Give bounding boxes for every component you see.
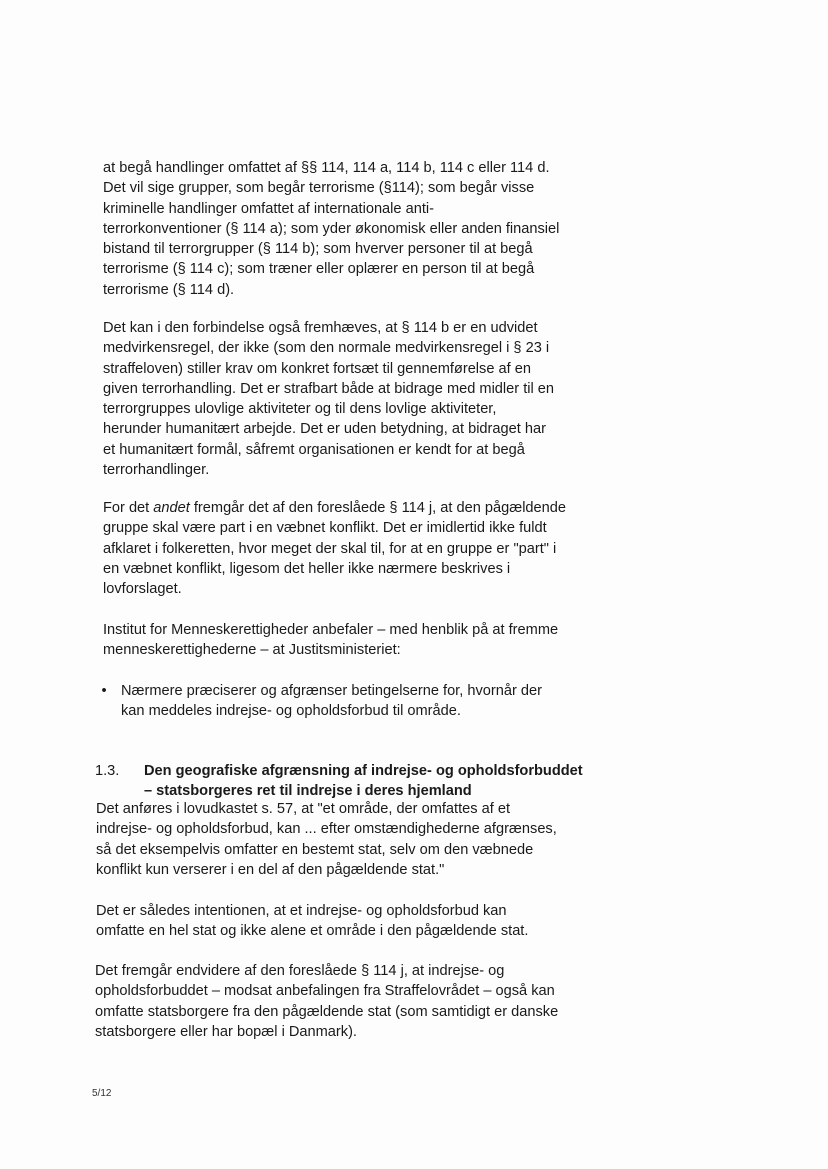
text-line: menneskerettighederne – at Justitsministeriet: — [103, 642, 401, 659]
text-fragment: fremgår det af den foreslåede § 114 j, at den pågældende — [189, 500, 567, 516]
text-line: gruppe skal være part i en væbnet konflikt. Det er imidlertid ikke fuldt — [103, 520, 547, 537]
text-line: medvirkensregel, der ikke (som den normale medvirkensregel i § 23 i — [103, 340, 550, 357]
text-line: så det eksempelvis omfatter en bestemt stat, selv om den væbnede — [96, 841, 534, 858]
paragraph-intention — [96, 901, 566, 942]
text-line: Det anføres i lovudkastet s. 57, at "et område, der omfattes af et — [96, 801, 511, 817]
text-line: terrorhandlinger. — [103, 462, 210, 479]
text-line: lovforslaget. — [103, 581, 182, 598]
text-line — [103, 498, 573, 518]
text-line: Det kan i den forbindelse også fremhæves, at § 114 b er en udvidet — [103, 320, 538, 336]
paragraph-114b-complicity — [103, 318, 573, 480]
text-line: Nærmere præciserer og afgrænser betingelserne for, hvornår der — [121, 683, 542, 699]
text-line: statsborgere eller har bopæl i Danmark). — [95, 1023, 357, 1040]
text-line: kan meddeles indrejse- og opholdsforbud til område. — [121, 703, 461, 720]
section-number: 1.3. — [95, 763, 120, 779]
text-line: bistand til terrorgrupper (§ 114 b); som hverver personer til at begå — [103, 241, 533, 258]
bullet-icon: • — [101, 683, 107, 699]
text-line: afklaret i folkeretten, hvor meget der skal til, for at en gruppe er "part" i — [103, 540, 557, 557]
text-line: omfatte en hel stat og ikke alene et område i den pågældende stat. — [96, 923, 529, 940]
text-line: – statsborgeres ret til indrejse i deres hjemland — [144, 783, 472, 799]
text-line: indrejse- og opholdsforbud, kan ... efter omstændighederne afgrænses, — [96, 821, 557, 838]
paragraph-terror-groups — [103, 158, 573, 300]
text-fragment: For det — [103, 500, 154, 516]
text-line: herunder humanitært arbejde. Det er uden betydning, at bidraget har — [103, 421, 546, 438]
text-line: Den geografiske afgrænsning af indrejse- og opholdsforbuddet — [144, 763, 583, 779]
text-line: straffeloven) stiller krav om konkret fortsæt til gennemførelse af en — [103, 360, 531, 377]
text-line: at begå handlinger omfattet af §§ 114, 114 a, 114 b, 114 c eller 114 d. — [103, 160, 550, 176]
text-line: omfatte statsborgere fra den pågældende stat (som samtidigt er danske — [95, 1003, 559, 1020]
text-line: konflikt kun verserer i en del af den pågældende stat." — [96, 861, 445, 878]
text-line: Det er således intentionen, at et indrejse- og opholdsforbud kan — [96, 903, 507, 919]
text-line: opholdsforbuddet – modsat anbefalingen fra Straffelovrådet – også kan — [95, 983, 555, 1000]
text-line: en væbnet konflikt, ligesom det heller ikke nærmere beskrives i — [103, 560, 511, 577]
text-line: kriminelle handlinger omfattet af internationale anti- — [103, 200, 434, 217]
section-title — [144, 761, 583, 801]
text-line: terrorgruppes ulovlige aktiviteter og til dens lovlige aktiviteter, — [103, 401, 497, 418]
text-line: given terrorhandling. Det er strafbart både at bidrage med midler til en — [103, 380, 555, 397]
paragraph-bill-quote — [96, 799, 566, 880]
paragraph-armed-conflict — [103, 498, 573, 599]
bullet-text — [121, 681, 542, 722]
text-line: Det fremgår endvidere af den foreslåede § 114 j, at indrejse- og — [95, 963, 505, 979]
text-line: Institut for Menneskerettigheder anbefaler – med henblik på at fremme — [103, 622, 559, 638]
emphasis-text: andet — [153, 500, 190, 516]
text-line: terrorisme (§ 114 c); som træner eller oplærer en person til at begå — [103, 261, 535, 278]
text-line: et humanitært formål, såfremt organisationen er kendt for at begå — [103, 441, 525, 458]
page-number: 5/12 — [92, 1088, 112, 1099]
paragraph-recommendation — [103, 620, 573, 661]
text-line: Det vil sige grupper, som begår terrorisme (§114); som begår visse — [103, 180, 535, 197]
paragraph-citizens — [95, 961, 565, 1042]
text-line: terrorisme (§ 114 d). — [103, 281, 235, 298]
text-line: terrorkonventioner (§ 114 a); som yder økonomisk eller anden finansiel — [103, 220, 560, 237]
